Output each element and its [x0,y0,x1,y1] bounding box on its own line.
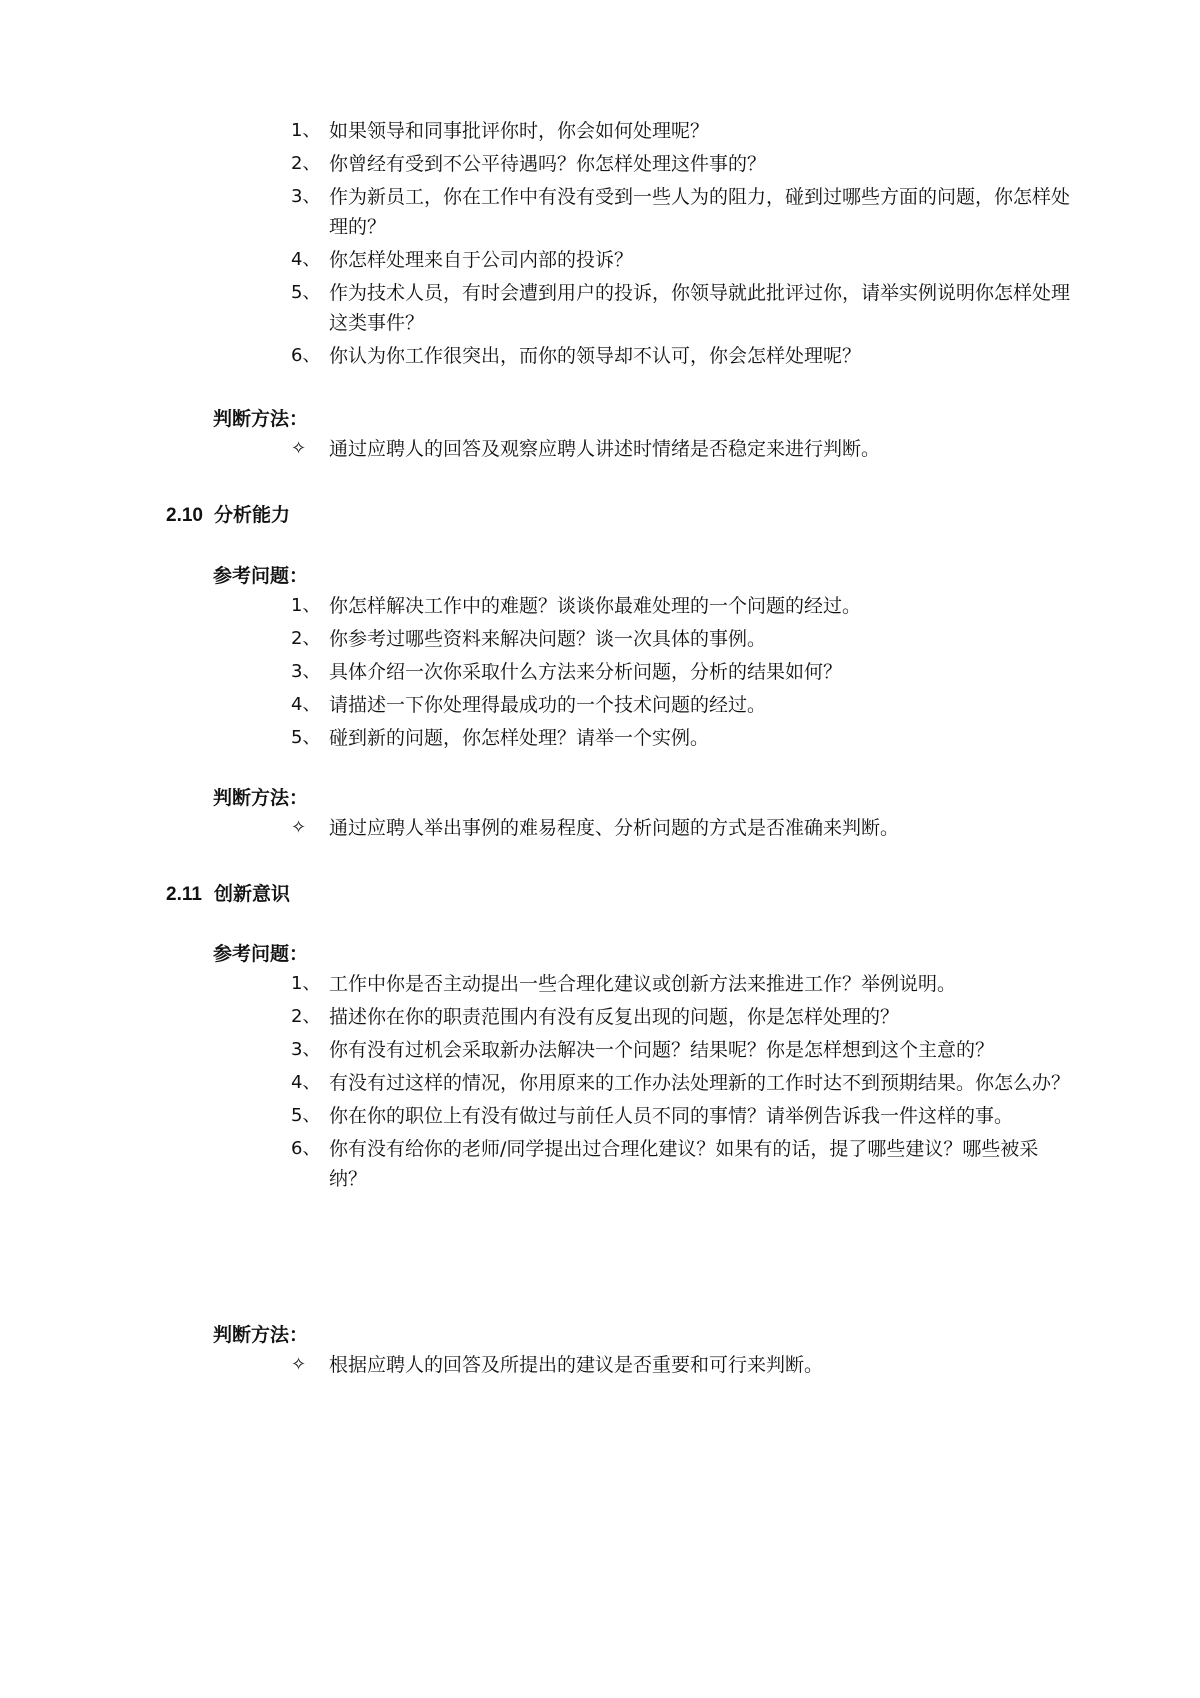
judge-item [0,1350,1200,1380]
list-item [0,149,1200,179]
item-number: 5、 [291,727,321,748]
section-number: 2.11 [166,884,202,905]
item-text: 你认为你工作很突出，而你的领导却不认可，你会怎样处理呢？ [329,345,862,367]
reference-questions-label: 参考问题： [213,565,309,587]
diamond-bullet-icon: ✧ [291,817,307,838]
list-item [0,278,1200,338]
item-number: 2、 [291,1006,321,1027]
item-text: 你怎样处理来自于公司内部的投诉？ [329,249,634,271]
list-item [0,690,1200,720]
item-text: 如果领导和同事批评你时，你会如何处理呢？ [329,120,710,142]
item-text: 你有没有过机会采取新办法解决一个问题？结果呢？你是怎样想到这个主意的？ [329,1039,995,1061]
item-text: 你参考过哪些资料来解决问题？谈一次具体的事例。 [329,628,767,650]
list-item [0,182,1200,242]
judge-method-label: 判断方法： [213,787,309,809]
item-text: 你有没有给你的老师/同学提出过合理化建议？如果有的话，提了哪些建议？哪些被采纳？ [329,1138,1039,1190]
judge-list [0,813,1200,846]
judge-list [0,1350,1200,1383]
item-text: 作为新员工，你在工作中有没有受到一些人为的阻力，碰到过哪些方面的问题，你怎样处理的？ [329,186,1071,238]
item-number: 2、 [291,153,321,174]
item-number: 6、 [291,1138,321,1159]
item-text: 作为技术人员，有时会遭到用户的投诉，你领导就此批评过你，请举实例说明你怎样处理这类事件？ [329,282,1071,334]
item-text: 你怎样解决工作中的难题？谈谈你最难处理的一个问题的经过。 [329,595,862,617]
item-text: 请描述一下你处理得最成功的一个技术问题的经过。 [329,694,767,716]
judge-text: 根据应聘人的回答及所提出的建议是否重要和可行来判断。 [329,1354,824,1376]
section-title: 创新意识 [214,883,291,905]
diamond-bullet-icon: ✧ [291,438,307,459]
list-item [0,245,1200,275]
question-list [0,116,1200,374]
item-text: 具体介绍一次你采取什么方法来分析问题，分析的结果如何？ [329,661,843,683]
judge-text: 通过应聘人的回答及观察应聘人讲述时情绪是否稳定来进行判断。 [329,438,881,460]
judge-list [0,434,1200,467]
judge-text: 通过应聘人举出事例的难易程度、分析问题的方式是否准确来判断。 [329,817,900,839]
item-number: 1、 [291,973,321,994]
item-number: 5、 [291,282,321,303]
list-item [0,624,1200,654]
item-text: 你在你的职位上有没有做过与前任人员不同的事情？请举例告诉我一件这样的事。 [329,1105,1014,1127]
item-number: 5、 [291,1105,321,1126]
list-item [0,591,1200,621]
item-text: 碰到新的问题，你怎样处理？请举一个实例。 [329,727,710,749]
section-number: 2.10 [166,505,203,526]
list-item [0,116,1200,146]
item-text: 工作中你是否主动提出一些合理化建议或创新方法来推进工作？举例说明。 [329,973,957,995]
item-text: 描述你在你的职责范围内有没有反复出现的问题，你是怎样处理的？ [329,1006,900,1028]
list-item [0,1035,1200,1065]
item-text: 有没有过这样的情况，你用原来的工作办法处理新的工作时达不到预期结果。你怎么办？ [329,1072,1071,1094]
list-item [0,341,1200,371]
item-number: 2、 [291,628,321,649]
judge-method-label: 判断方法： [213,1324,309,1346]
item-number: 1、 [291,120,321,141]
list-item [0,723,1200,753]
section-heading-2-10 [166,500,290,527]
list-item [0,1068,1200,1098]
question-list [0,969,1200,1197]
section-heading-2-11 [166,879,290,906]
judge-item [0,813,1200,843]
list-item [0,969,1200,999]
question-list [0,591,1200,756]
item-number: 3、 [291,186,321,207]
list-item [0,1101,1200,1131]
item-number: 3、 [291,1039,321,1060]
judge-item [0,434,1200,464]
list-item [0,657,1200,687]
item-number: 4、 [291,694,321,715]
diamond-bullet-icon: ✧ [291,1354,307,1375]
list-item [0,1002,1200,1032]
item-number: 4、 [291,249,321,270]
judge-method-label: 判断方法： [213,408,309,430]
section-title: 分析能力 [214,504,291,526]
item-number: 6、 [291,345,321,366]
item-number: 1、 [291,595,321,616]
item-number: 3、 [291,661,321,682]
list-item [0,1134,1200,1194]
reference-questions-label: 参考问题： [213,943,309,965]
item-number: 4、 [291,1072,321,1093]
item-text: 你曾经有受到不公平待遇吗？你怎样处理这件事的？ [329,153,767,175]
